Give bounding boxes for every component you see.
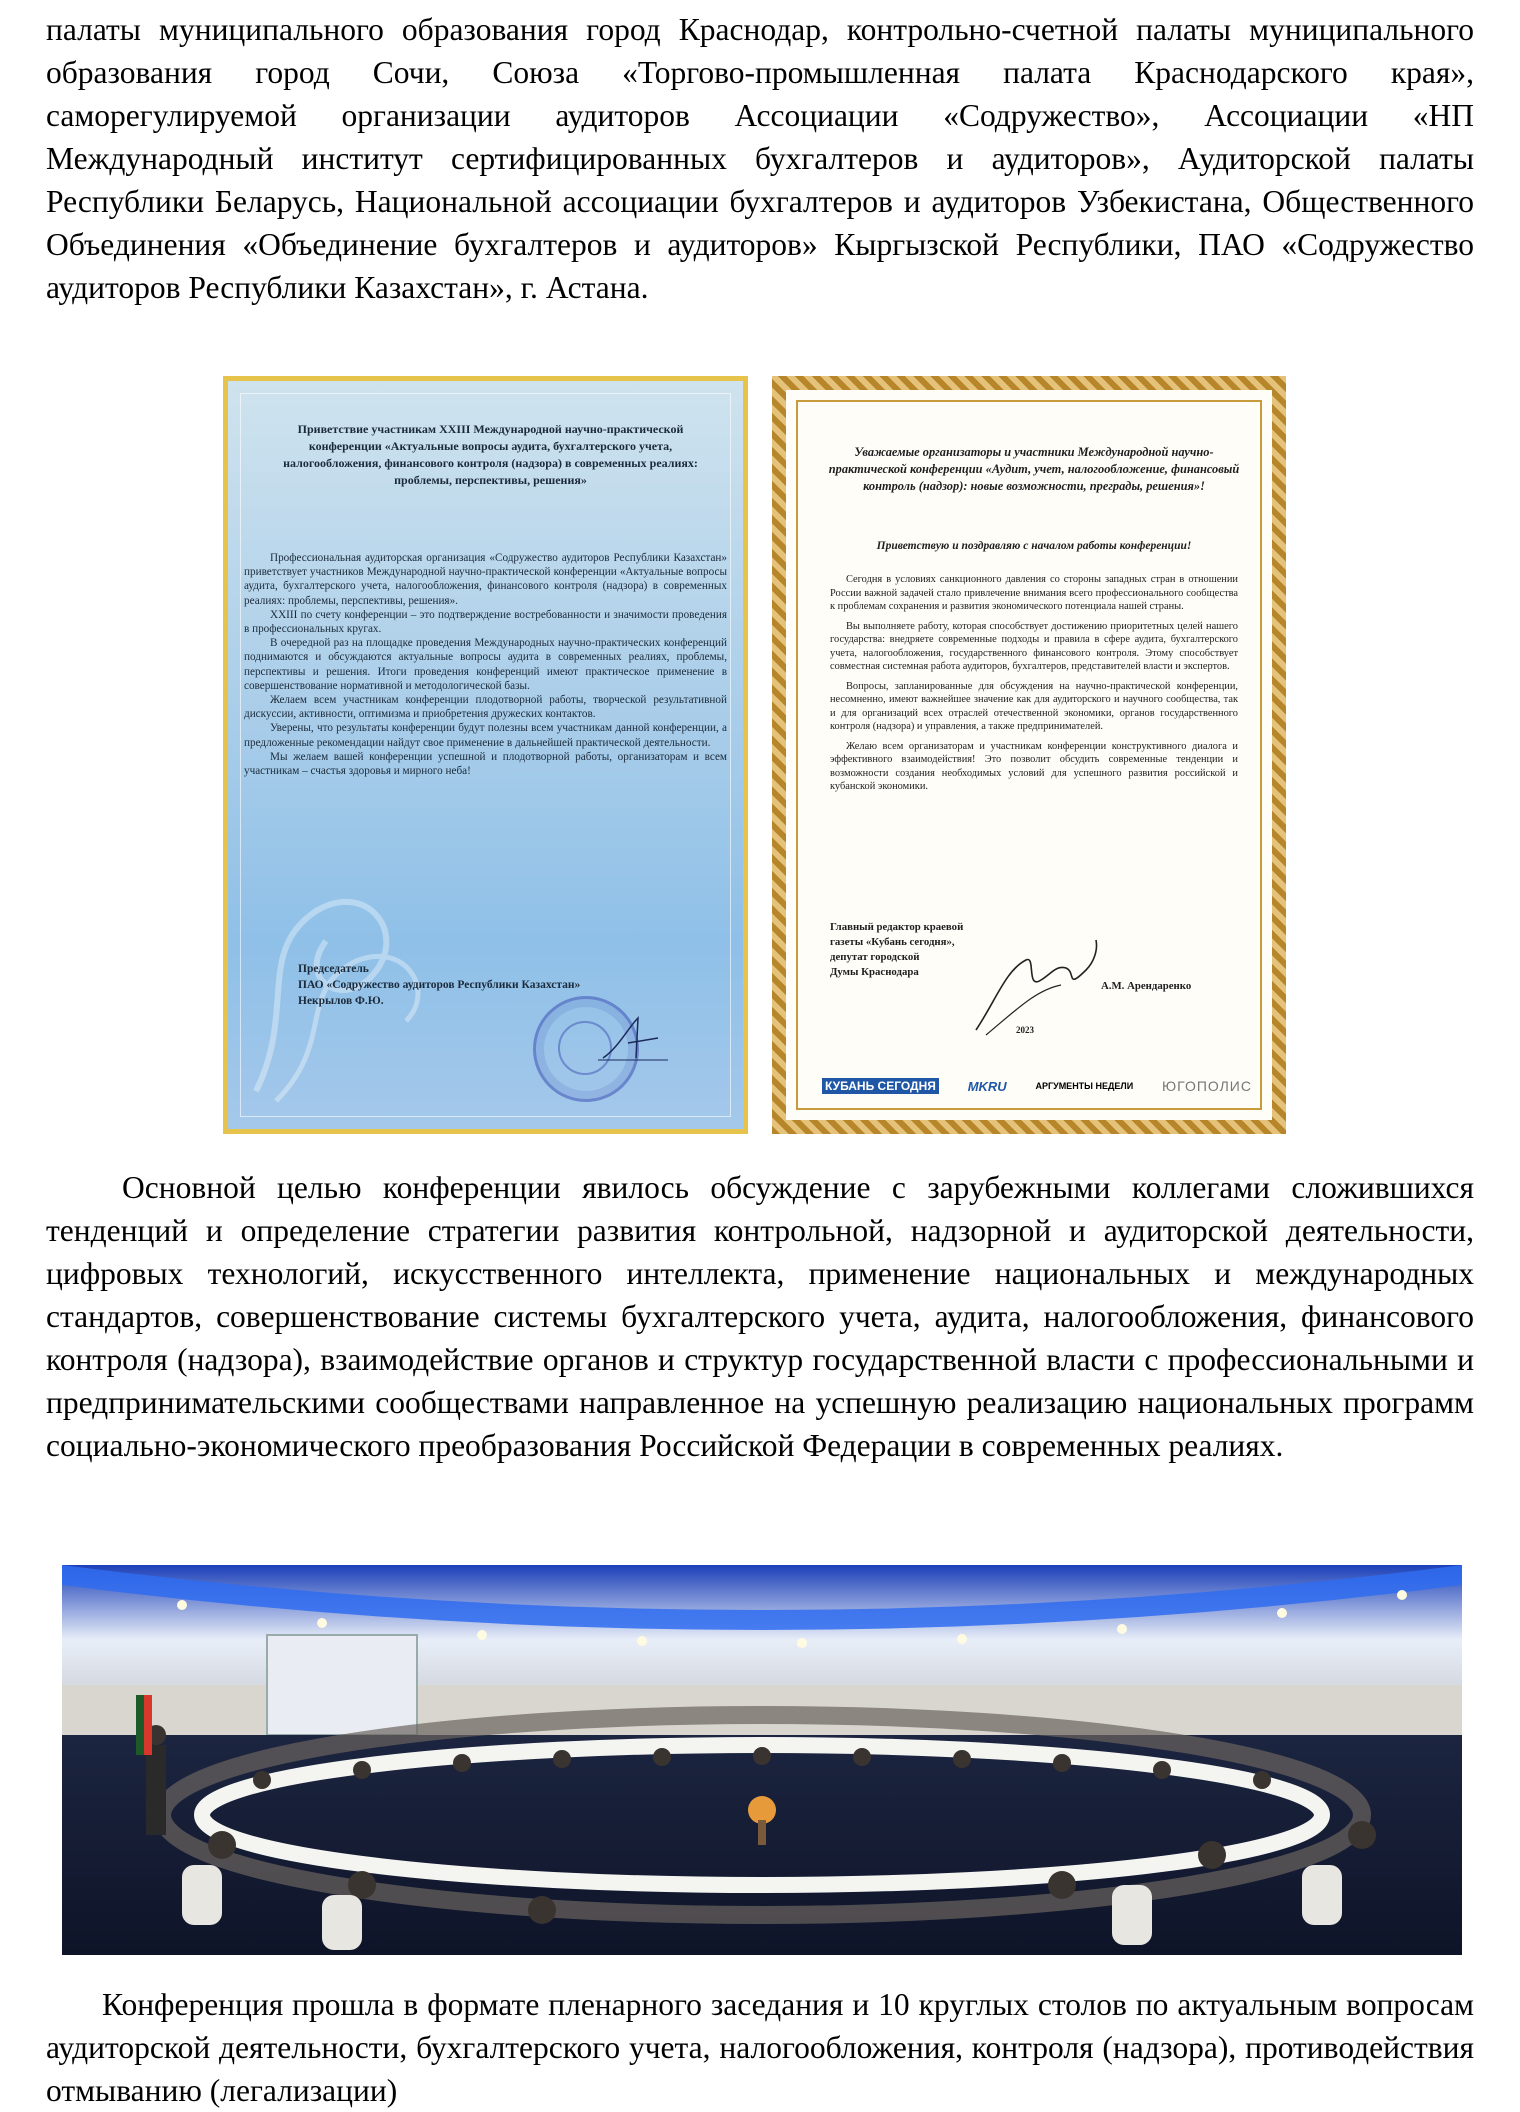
letter-kuban-sign-name: А.М. Арендаренко	[1101, 980, 1192, 992]
letter-kz-paragraph: Уверены, что результаты конференции будут полезны всем участникам данной конференции, а предложенные рекомендации найдут свое применение в дальнейшей практической деятельности.	[244, 722, 727, 749]
letter-kz-sign-name: Некрылов Ф.Ю.	[298, 995, 384, 1007]
letter-kuban-paragraph: Сегодня в условиях санкционного давления со стороны западных стран в отношении России важной задачей стало привлечение внимания всего профессионального сообщества к проблемам сохранения и развития экономического потенциала нашей страны.	[830, 574, 1238, 612]
letter-kz-title: Приветствие участникам XXIII Международной научно-практической конференции «Актуальные вопросы аудита, бухгалтерского учета, налогообложения, финансового контроля (надзора) в современных реалиях: проблемы, перспективы, решения»	[283, 422, 698, 487]
logo-kuban-segodnya: КУБАНЬ СЕГОДНЯ	[822, 1078, 939, 1094]
letter-kuban-paragraph: Желаю всем организаторам и участникам конференции конструктивного диалога и эффективного взаимодействия! Это позволит обсудить современные тенденции и возможности создания необходимых условий для успешного развития российской и кубанской экономики.	[830, 740, 1238, 792]
letter-kz-paragraph: В очередной раз на площадке проведения Международных научно-практических конференций поднимаются и обсуждаются актуальные вопросы аудита в современных реалиях, проблемы, перспективы и решения. Итоги проведения конференций имеют практическое применение в совершенствование нормативной и методологической базы.	[244, 637, 727, 692]
letter-kuban-greeting: Приветствую и поздравляю с началом работы конференции!	[876, 540, 1192, 552]
text-bottom-paragraph: Конференция прошла в формате пленарного заседания и 10 круглых столов по актуальным вопросам аудиторской деятельности, бухгалтерского учета, налогообложения, контроля (надзора), противодействия отмыванию (легализации)	[46, 1987, 1474, 2108]
letter-kz-paragraph: XXIII по счету конференции – это подтверждение востребованности и значимости проведения в профессиональных кругах.	[244, 608, 727, 636]
letter-kuban-paragraph: Вопросы, запланированные для обсуждения на научно-практической конференции, несомненно, имеют важнейшее значение как для аудиторского и научного сообщества, так и для организаций всех отраслей отечественной экономики, органов государственного контроля (надзора) и управления, а также предпринимателей.	[830, 680, 1238, 732]
hall-photo-illustration	[62, 1565, 1462, 1955]
greeting-letter-kuban	[772, 376, 1286, 1134]
letter-kz-paragraph: Желаем всем участникам конференции плодотворной работы, творческой результативной дискуссии, активности, оптимизма и приобретения дружеских контактов.	[244, 694, 727, 721]
handwritten-signature-kz	[598, 1008, 668, 1068]
letter-kuban-body	[830, 573, 1238, 800]
letter-kz-sign-role: Председатель	[298, 963, 369, 975]
letter-kz-paragraph: Мы желаем вашей конференции успешной и плодотворной работы, организаторам и всем участникам – счастья здоровья и мирного неба!	[244, 750, 727, 778]
logo-yugopolis: ЮГОПОЛИС	[1162, 1078, 1252, 1094]
text-top-paragraph: палаты муниципального образования город Краснодар, контрольно-счетной палаты муниципального образования город Сочи, Союза «Торгово-промышленная палата Краснодарского края», саморегулируемой организации аудиторов Ассоциации «Содружество», Ассоциации «НП Международный институт сертифицированных бухгалтеров и аудиторов», Аудиторской палаты Республики Беларусь, Национальной ассоциации бухгалтеров и аудиторов Узбекистана, Общественного Объединения «Объединение бухгалтеров и аудиторов» Кыргызской Республики, ПАО «Содружество аудиторов Республики Казахстан», г. Астана.	[46, 12, 1474, 305]
letter-kuban-paragraph: Вы выполняете работу, которая способствует достижению приоритетных целей нашего государства: внедряете современные подходы и правила в сфере аудита, бухгалтерского учета, налогообложения, государственного финансового контроля. Этому способствует совместная системная работа аудиторов, бухгалтеров, представителей власти и экспертов.	[830, 620, 1238, 672]
logo-mkru: MKRU	[967, 1078, 1007, 1094]
letter-kuban-year: 2023	[1016, 1025, 1034, 1035]
letter-kz-sign-org: ПАО «Содружество аудиторов Республики Казахстан»	[298, 979, 581, 991]
greeting-letter-kazakhstan	[223, 376, 748, 1134]
handwritten-signature-kuban	[966, 930, 1106, 1040]
logo-argumenty-nedeli: АРГУМЕНТЫ НЕДЕЛИ	[1035, 1081, 1134, 1091]
letter-kuban-sign-line: газеты «Кубань сегодня»,	[830, 936, 955, 948]
letter-kz-signature-block	[298, 961, 580, 1009]
media-logos-row	[822, 1078, 1252, 1094]
letter-kuban-sign-line: Главный редактор краевой	[830, 921, 964, 933]
letter-kz-paragraph: Профессиональная аудиторская организация «Содружество аудиторов Республики Казахстан» приветствует участников Международной научно-практической конференции «Актуальные вопросы аудита, бухгалтерского учета, налогообложения, финансового контроля (надзора) в современных реалиях: проблемы, перспективы, решения».	[244, 552, 727, 607]
text-middle-paragraph: Основной целью конференции явилось обсуждение с зарубежными коллегами сложившихся тенденций и определение стратегии развития контрольной, надзорной и аудиторской деятельности, цифровых технологий, искусственного интеллекта, применение национальных и международных стандартов, совершенствование системы бухгалтерского учета, аудита, налогообложения, финансового контроля (надзора), взаимодействие органов и структур государственной власти с профессиональными и предпринимательскими сообществами направленное на успешную реализацию национальных программ социально-экономического преобразования Российской Федерации в современных реалиях.	[46, 1170, 1474, 1463]
letter-kuban-signature-block	[830, 920, 963, 980]
letter-kuban-sign-line: Думы Краснодара	[830, 966, 919, 978]
conference-hall-photo	[62, 1565, 1462, 1955]
letter-kuban-sign-line: депутат городской	[830, 951, 920, 963]
letter-kuban-title: Уважаемые организаторы и участники Международной научно-практической конференции «Аудит, учет, налогообложение, финансовый контроль (надзор): новые возможности, преграды, решения»!	[828, 445, 1240, 493]
letter-kz-body	[244, 551, 727, 778]
